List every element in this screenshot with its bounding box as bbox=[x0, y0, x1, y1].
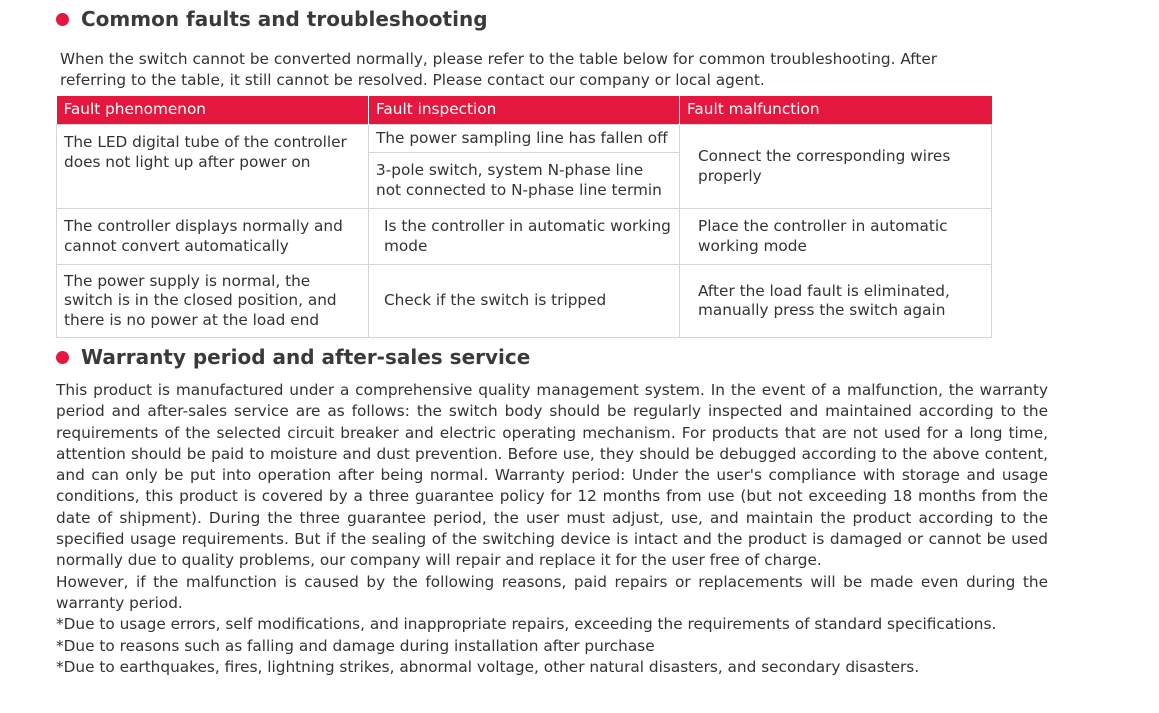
column-header-malfunction: Fault malfunction bbox=[680, 96, 992, 125]
table-row bbox=[57, 265, 992, 338]
table-cell-malfunction: Connect the corresponding wires properly bbox=[680, 125, 992, 209]
column-header-inspection: Fault inspection bbox=[369, 96, 680, 125]
table-cell-inspection: Check if the switch is tripped bbox=[369, 265, 680, 338]
bullet-dot-icon bbox=[56, 351, 69, 364]
bullet-dot-icon bbox=[56, 13, 69, 26]
section-heading-warranty bbox=[56, 345, 530, 369]
table-header-row bbox=[57, 96, 992, 125]
table-cell-malfunction: After the load fault is eliminated, manually press the switch again bbox=[680, 265, 992, 338]
table-cell-inspection: Is the controller in automatic working mode bbox=[369, 209, 680, 265]
table-cell-inspection: The power sampling line has fallen off bbox=[369, 125, 680, 153]
table-cell-phenomenon: The power supply is normal, the switch is in the closed position, and there is no power at the load end bbox=[57, 265, 369, 338]
section-title: Warranty period and after-sales service bbox=[81, 345, 531, 369]
troubleshooting-table bbox=[56, 96, 992, 338]
section-heading-faults bbox=[56, 7, 488, 31]
table-cell-phenomenon: The LED digital tube of the controller does not light up after power on bbox=[57, 125, 369, 209]
intro-paragraph: When the switch cannot be converted normally, please refer to the table below for common troubleshooting. After referring to the table, it still cannot be resolved. Please contact our company or local agent. bbox=[60, 50, 938, 89]
warranty-body bbox=[56, 380, 1048, 678]
warranty-paragraph: However, if the malfunction is caused by the following reasons, paid repairs or replacements will be made even during the warranty period. bbox=[56, 572, 1048, 612]
table-cell-phenomenon: The controller displays normally and cannot convert automatically bbox=[57, 209, 369, 265]
column-header-phenomenon: Fault phenomenon bbox=[57, 96, 369, 125]
table-row bbox=[57, 125, 992, 153]
table-cell-malfunction: Place the controller in automatic working mode bbox=[680, 209, 992, 265]
table-row bbox=[57, 209, 992, 265]
section-title: Common faults and troubleshooting bbox=[81, 7, 488, 31]
warranty-bullet: *Due to reasons such as falling and damage during installation after purchase bbox=[56, 636, 655, 655]
warranty-bullet: *Due to earthquakes, fires, lightning strikes, abnormal voltage, other natural disasters, and secondary disasters. bbox=[56, 657, 920, 676]
warranty-paragraph: This product is manufactured under a comprehensive quality management system. In the event of a malfunction, the warranty period and after-sales service are as follows: the switch body should be regularly inspected and maintained according to the requirements of the selected circuit breaker and electric operating mechanism. For products that are not used for a long time, attention should be paid to moisture and dust prevention. Before use, they should be debugged according to the above content, and can only be put into operation after being normal. Warranty period: Under the user's compliance with storage and usage conditions, this product is covered by a three guarantee policy for 12 months from use (but not exceeding 18 months from the date of shipment). During the three guarantee period, the user must adjust, use, and maintain the product according to the specified usage requirements. But if the sealing of the switching device is intact and the product is damaged or cannot be used normally due to quality problems, our company will repair and replace it for the user free of charge. bbox=[56, 381, 1048, 570]
warranty-bullet: *Due to usage errors, self modifications, and inappropriate repairs, exceeding the requirements of standard specifications. bbox=[56, 615, 997, 634]
table-cell-inspection: 3-pole switch, system N-phase line not connected to N-phase line termin bbox=[369, 153, 680, 209]
